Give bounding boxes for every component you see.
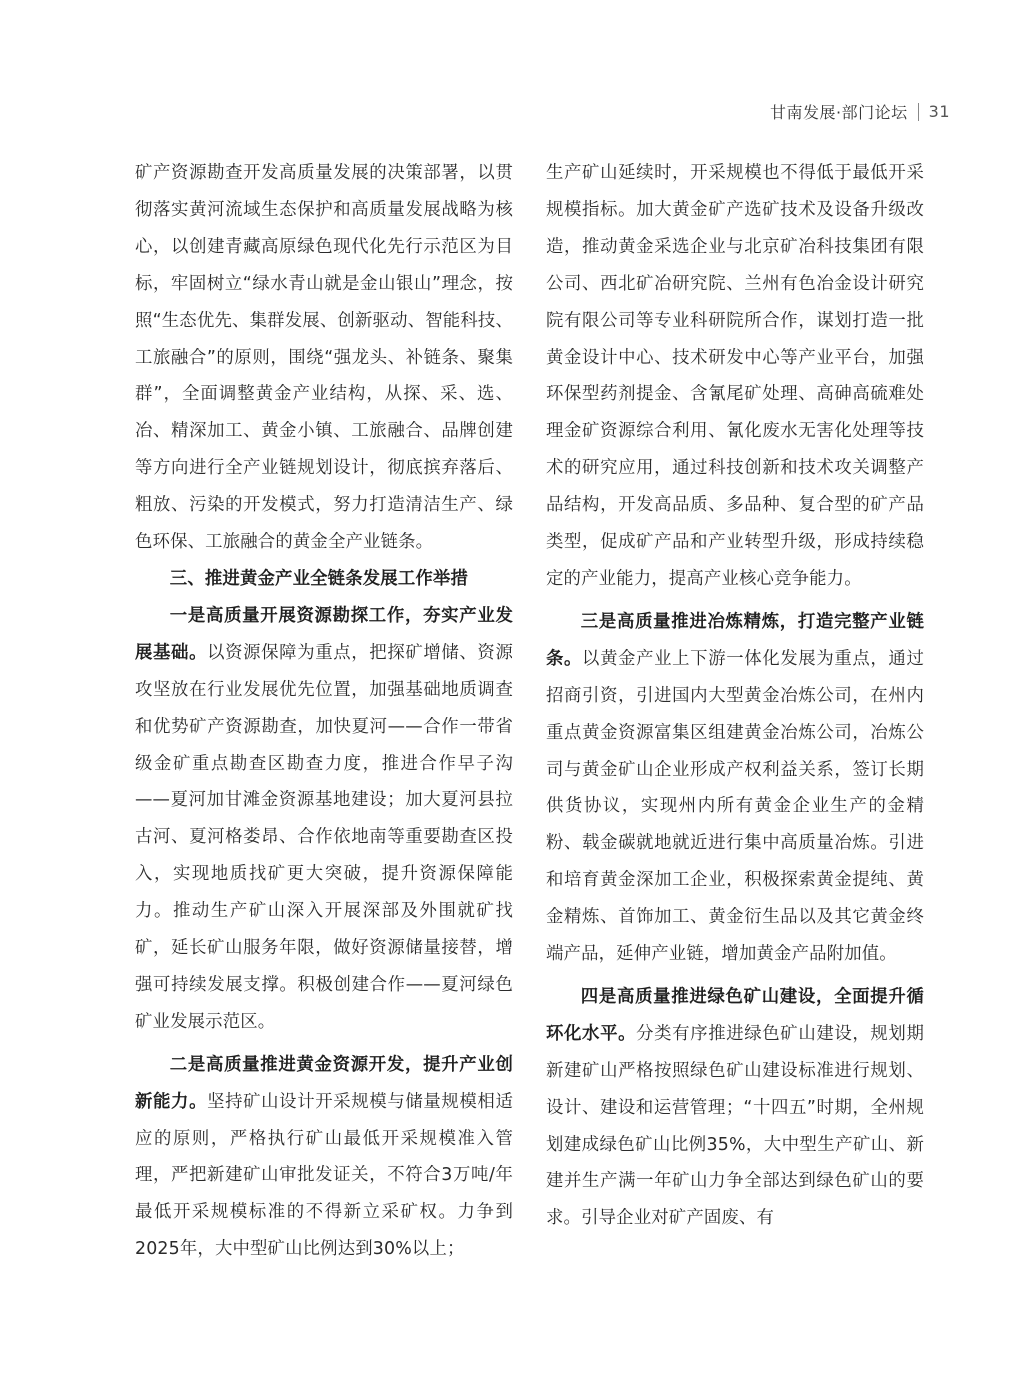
paragraph-body: 以黄金产业上下游一体化发展为重点，通过招商引资，引进国内大型黄金冶炼公司，在州内重点黄金资源富集区组建黄金冶炼公司，冶炼公司与黄金矿山企业形成产权利益关系，签订长期供货协议，实现州内所有黄金企业生产的金精粉、载金碳就地就近进行集中高质量冶炼。引进和培育黄金深加工企业，积极探索黄金提纯、黄金精炼、首饰加工、黄金衍生品以及其它黄金终端产品，延伸产业链，增加黄金产品附加值。 (546, 648, 924, 965)
paragraph-continued: 矿产资源勘查开发高质量发展的决策部署，以贯彻落实黄河流域生态保护和高质量发展战略为核心，以创建青藏高原绿色现代化先行示范区为目标，牢固树立“绿水青山就是金山银山”理念，按照“生态优先、集群发展、创新驱动、智能科技、工旅融合”的原则，围绕“强龙头、补链条、聚集群”，全面调整黄金产业结构，从探、采、选、冶、精深加工、黄金小镇、工旅融合、品牌创建等方向进行全产业链规划设计，彻底摈弃落后、粗放、污染的开发模式，努力打造清洁生产、绿色环保、工旅融合的黄金全产业链条。 (135, 163, 513, 553)
paragraph-lead: 三是高质量推进冶炼精炼，打造完整产业链条。 (546, 611, 924, 669)
paragraph-smelting (546, 604, 924, 973)
paragraph-continued: 生产矿山延续时，开采规模也不得低于最低开采规模指标。加大黄金矿产选矿技术及设备升级改造，推动黄金采选企业与北京矿冶科技集团有限公司、西北矿冶研究院、兰州有色冶金设计研究院有限公司等专业科研院所合作，谋划打造一批黄金设计中心、技术研发中心等产业平台，加强环保型药剂提金、含氰尾矿处理、高砷高硫难处理金矿资源综合利用、氰化废水无害化处理等技术的研究应用，通过科技创新和技术攻关调整产品结构，开发高品质、多品种、复合型的矿产品类型，促成矿产品和产业转型升级，形成持续稳定的产业能力，提高产业核心竞争能力。 (546, 163, 924, 589)
paragraph-lead: 二是高质量推进黄金资源开发，提升产业创新能力。 (135, 1054, 513, 1112)
running-header (770, 100, 950, 123)
paragraph-lead: 一是高质量开展资源勘探工作，夯实产业发展基础。 (135, 605, 513, 663)
left-column (135, 155, 513, 1268)
paragraph-lead: 四是高质量推进绿色矿山建设，全面提升循环化水平。 (546, 986, 924, 1044)
paragraph-body: 分类有序推进绿色矿山建设，规划期新建矿山严格按照绿色矿山建设标准进行规划、设计、建设和运营管理；“十四五”时期，全州规划建成绿色矿山比例35%，大中型生产矿山、新建并生产满一年矿山力争全部达到绿色矿山的要求。引导企业对矿产固废、有 (546, 1023, 924, 1229)
paragraph-green-mining (546, 979, 924, 1237)
section-heading: 三、推进黄金产业全链条发展工作举措 (169, 568, 468, 589)
paragraph-body: 以资源保障为重点，把探矿增储、资源攻坚放在行业发展优先位置，加强基础地质调查和优势矿产资源勘查，加快夏河——合作一带省级金矿重点勘查区勘查力度，推进合作早子沟——夏河加甘滩金资源基地建设；加大夏河县拉古河、夏河格娄昂、合作依地南等重要勘查区投入，实现地质找矿更大突破，提升资源保障能力。推动生产矿山深入开展深部及外围就矿找矿，延长矿山服务年限，做好资源储量接替，增强可持续发展支撑。积极创建合作——夏河绿色矿业发展示范区。 (135, 642, 513, 1032)
header-divider (918, 103, 919, 121)
paragraph-development (135, 1047, 513, 1268)
section-title: 甘南发展·部门论坛 (770, 103, 908, 122)
right-column (546, 155, 924, 1237)
paragraph-exploration (135, 598, 513, 1041)
paragraph-body: 坚持矿山设计开采规模与储量规模相适应的原则，严格执行矿山最低开采规模准入管理，严把新建矿山审批发证关，不符合3万吨/年最低开采规模标准的不得新立采矿权。力争到2025年，大中型矿山比例达到30%以上； (135, 1091, 513, 1260)
page-number: 31 (928, 102, 950, 121)
